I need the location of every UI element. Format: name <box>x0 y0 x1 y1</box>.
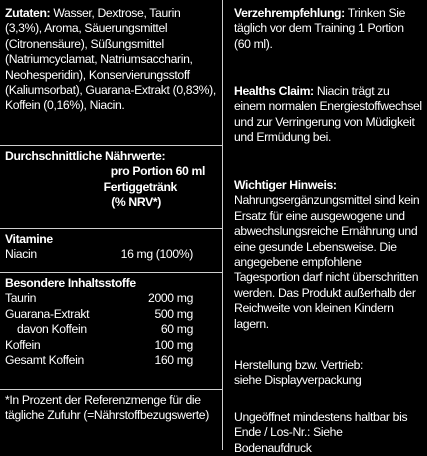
vitamins-section <box>5 232 217 263</box>
footnote-text: *In Prozent der Referenzmenge für die tägliche Zufuhr (=Nährstoffbezugswerte) <box>5 393 209 423</box>
footnote-section <box>5 393 217 424</box>
special-name: Koffein <box>5 337 41 352</box>
special-value: 100 mg <box>154 337 193 352</box>
recommendation-body: Trinken Sie täglich vor dem Training 1 Portion (60 ml). <box>234 6 406 51</box>
table-row <box>5 291 217 306</box>
divider-4 <box>0 389 222 390</box>
recommendation-label: Verzehrempfehlung: <box>234 6 345 20</box>
health-claim-label: Healths Claim: <box>234 84 314 98</box>
table-row <box>5 247 217 262</box>
nutrition-col-line2: Fertiggetränk <box>103 179 177 194</box>
recommendation-text <box>234 6 422 52</box>
manufacturer-line2: siehe Displayverpackung <box>234 373 362 388</box>
table-row <box>5 353 217 368</box>
nutrition-header <box>5 149 217 211</box>
divider-2 <box>0 228 222 229</box>
special-title: Besondere Inhaltsstoffe <box>5 276 136 290</box>
manufacturer-line1: Herstellung bzw. Vertrieb: <box>234 358 364 372</box>
table-row <box>5 307 217 322</box>
special-name: Taurin <box>5 291 37 306</box>
health-claim-section <box>234 84 422 146</box>
shelf-life-section <box>234 410 422 456</box>
ingredients-section <box>5 6 217 114</box>
recommendation-section <box>234 6 422 52</box>
ingredients-label: Zutaten: <box>5 6 51 20</box>
column-divider <box>222 0 223 450</box>
special-name: Gesamt Koffein <box>5 353 84 368</box>
nutrition-col-line1: pro Portion 60 ml <box>110 164 205 179</box>
nutrition-col-line3: (% NRV*) <box>111 195 161 210</box>
divider-3 <box>0 272 222 273</box>
warning-label: Wichtiger Hinweis: <box>234 178 337 192</box>
special-value: 2000 mg <box>148 291 193 306</box>
special-section <box>5 276 217 368</box>
table-row <box>5 338 217 353</box>
health-claim-body: Niacin trägt zu einem normalen Energiestoffwechsel und zur Verringerung von Müdigkeit und Ermüdung bei. <box>234 84 422 145</box>
vitamins-table <box>5 247 217 262</box>
table-row <box>5 322 217 337</box>
special-name: Guarana-Extrakt <box>5 306 90 321</box>
special-value: 160 mg <box>154 353 193 368</box>
vitamin-value: 16 mg (100%) <box>120 247 193 262</box>
shelf-life-line1: Ungeöffnet mindestens haltbar bis <box>234 410 408 424</box>
health-claim-text <box>234 84 422 146</box>
manufacturer-section <box>234 358 422 389</box>
special-table <box>5 291 217 368</box>
warning-section <box>234 178 422 332</box>
ingredients-body: Wasser, Dextrose, Taurin (3,3%), Aroma, Säuerungsmittel (Citronensäure), Süßungsmittel (Natriumcyclamat, Natriumsaccharin, Neohesperidin), Konservierungsstoff (Kaliumsorbat), Guarana-Extrakt (0,83%), Koffein (0,16%), Niacin. <box>5 6 216 113</box>
nutrition-title: Durchschnittliche Nährwerte: <box>5 149 166 163</box>
special-name: davon Koffein <box>17 322 87 337</box>
special-value: 60 mg <box>160 322 193 337</box>
vitamin-name: Niacin <box>5 247 37 262</box>
warning-text <box>234 178 422 332</box>
vitamins-title: Vitamine <box>5 232 53 246</box>
special-value: 500 mg <box>154 306 193 321</box>
warning-body: Nahrungsergänzungsmittel sind kein Ersatz für eine ausgewogene und abwechslungsreiche Ernährung und eine gesunde Lebensweise. Die angegebene empfohlene Tagesportion darf nicht überschritten werden. Das Produkt außerhalb der Reichweite von kleinen Kindern lagern. <box>234 193 420 331</box>
divider-1 <box>0 145 222 146</box>
ingredients-text <box>5 6 217 114</box>
shelf-life-line2: Ende / Los-Nr.: Siehe Bodenaufdruck <box>234 425 343 455</box>
